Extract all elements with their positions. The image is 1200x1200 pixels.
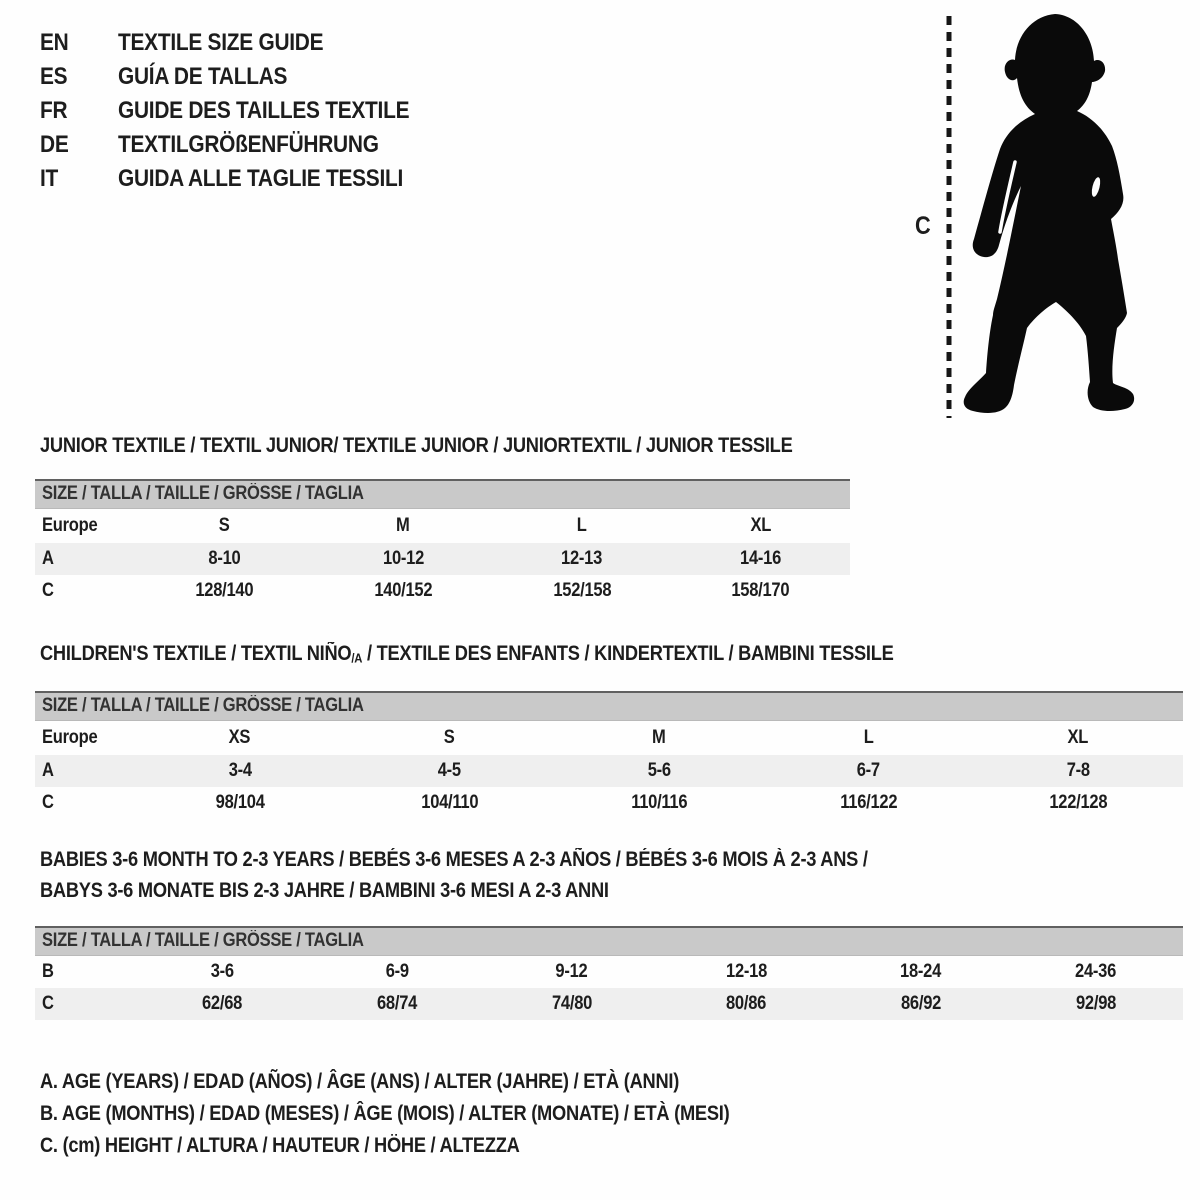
language-title: TEXTILGRÖßENFÜHRUNG [118,131,379,158]
size-band-label: SIZE / TALLA / TAILLE / GRÖSSE / TAGLIA [42,695,364,717]
value-cell: 6-7 [857,760,881,782]
value-cell: 80/86 [726,993,767,1014]
row-label-cell: C [42,580,54,601]
value-cell: 152/158 [552,580,611,601]
language-code: EN [40,29,69,56]
section-babies-textile [35,844,1183,1020]
language-title: GUIDE DES TAILLES TEXTILE [118,97,410,124]
size-header-cell: XL [750,515,771,536]
size-band-junior [35,479,850,509]
language-title: GUÍA DE TALLAS [118,63,288,90]
region-label-cell: Europe [42,515,98,536]
table-row [35,755,1183,787]
legend-line: C. (cm) HEIGHT / ALTURA / HAUTEUR / HÖHE / ALTEZZA [40,1134,520,1157]
value-cell: 104/110 [420,792,478,814]
value-cell: 128/140 [195,580,254,601]
row-label-cell: C [42,792,54,814]
table-row [35,988,1183,1020]
language-title: TEXTILE SIZE GUIDE [118,29,324,56]
row-label-cell: A [42,548,54,569]
size-table-babies [35,956,1183,1020]
legend-line: A. AGE (YEARS) / EDAD (AÑOS) / ÂGE (ANS) / ALTER (JAHRE) / ETÀ (ANNI) [40,1070,680,1093]
row-label-cell: A [42,760,54,782]
value-cell: 86/92 [900,993,941,1014]
table-row [35,956,1183,988]
value-cell: 92/98 [1075,993,1116,1014]
language-row [40,26,453,60]
language-title-block [40,26,453,196]
value-cell: 6-9 [385,961,409,982]
size-header-cell: S [444,727,455,749]
value-cell: 7-8 [1066,760,1090,782]
babies-section-heading: BABIES 3-6 MONTH TO 2-3 YEARS / BEBÉS 3-6 MESES A 2-3 AÑOS / BÉBÉS 3-6 MOIS À 2-3 ANS / BABYS 3-6 MONATE BIS 2-3 JAHRE / BAMBINI 3-6 MESI A 2-3 ANNI [40,848,868,902]
language-row [40,94,453,128]
children-section-heading: CHILDREN'S TEXTILE / TEXTIL NIÑO/A / TEXTILE DES ENFANTS / KINDERTEXTIL / BAMBINI TESSILE [40,642,894,666]
value-cell: 140/152 [374,580,433,601]
language-row [40,162,453,196]
row-label-cell: C [42,993,54,1014]
size-band-label: SIZE / TALLA / TAILLE / GRÖSSE / TAGLIA [42,930,364,951]
value-cell: 14-16 [740,548,782,569]
size-table-children [35,721,1183,819]
language-code: FR [40,97,68,124]
value-cell: 158/170 [731,580,790,601]
value-cell: 98/104 [215,792,265,814]
size-header-cell: M [652,727,666,749]
section-children-textile [35,638,1183,819]
value-cell: 5-6 [647,760,671,782]
table-row [35,787,1183,819]
value-cell: 10-12 [382,548,424,569]
size-header-cell: XS [229,727,251,749]
table-row [35,543,850,575]
size-header-cell: S [218,515,230,536]
size-header-cell: XL [1067,727,1089,749]
value-cell: 9-12 [555,961,588,982]
value-cell: 8-10 [208,548,241,569]
size-band-children [35,691,1183,721]
value-cell: 3-4 [228,760,252,782]
language-code: ES [40,63,68,90]
value-cell: 68/74 [376,993,418,1014]
size-table-junior [35,509,850,607]
region-label-cell: Europe [42,727,98,749]
value-cell: 122/128 [1049,792,1108,814]
table-row [35,575,850,607]
value-cell: 18-24 [900,961,942,982]
language-row [40,60,453,94]
value-cell: 24-36 [1075,961,1117,982]
height-measure-label: C [915,212,931,240]
value-cell: 12-18 [725,961,767,982]
value-cell: 110/116 [630,792,688,814]
language-row [40,128,453,162]
value-cell: 12-13 [561,548,603,569]
value-cell: 3-6 [210,961,234,982]
language-title: GUIDA ALLE TAGLIE TESSILI [118,165,404,192]
table-row [35,721,1183,755]
size-header-cell: M [396,515,410,536]
legend-line: B. AGE (MONTHS) / EDAD (MESES) / ÂGE (MOIS) / ALTER (MONATE) / ETÀ (MESI) [40,1102,730,1125]
value-cell: 62/68 [202,993,243,1014]
value-cell: 74/80 [551,993,592,1014]
toddler-silhouette-icon [960,10,1140,420]
size-header-cell: L [576,515,587,536]
value-cell: 116/122 [840,792,898,814]
row-label-cell: B [42,961,54,982]
language-code: DE [40,131,69,158]
legend [40,1066,832,1162]
size-band-label: SIZE / TALLA / TAILLE / GRÖSSE / TAGLIA [42,483,364,504]
language-code: IT [40,165,59,192]
section-junior-textile [35,430,850,607]
height-measure-dashed-line [943,14,955,420]
table-row [35,509,850,543]
size-band-babies [35,926,1183,956]
value-cell: 4-5 [437,760,461,782]
size-header-cell: L [863,727,874,749]
junior-section-heading: JUNIOR TEXTILE / TEXTIL JUNIOR/ TEXTILE JUNIOR / JUNIORTEXTIL / JUNIOR TESSILE [40,434,793,457]
